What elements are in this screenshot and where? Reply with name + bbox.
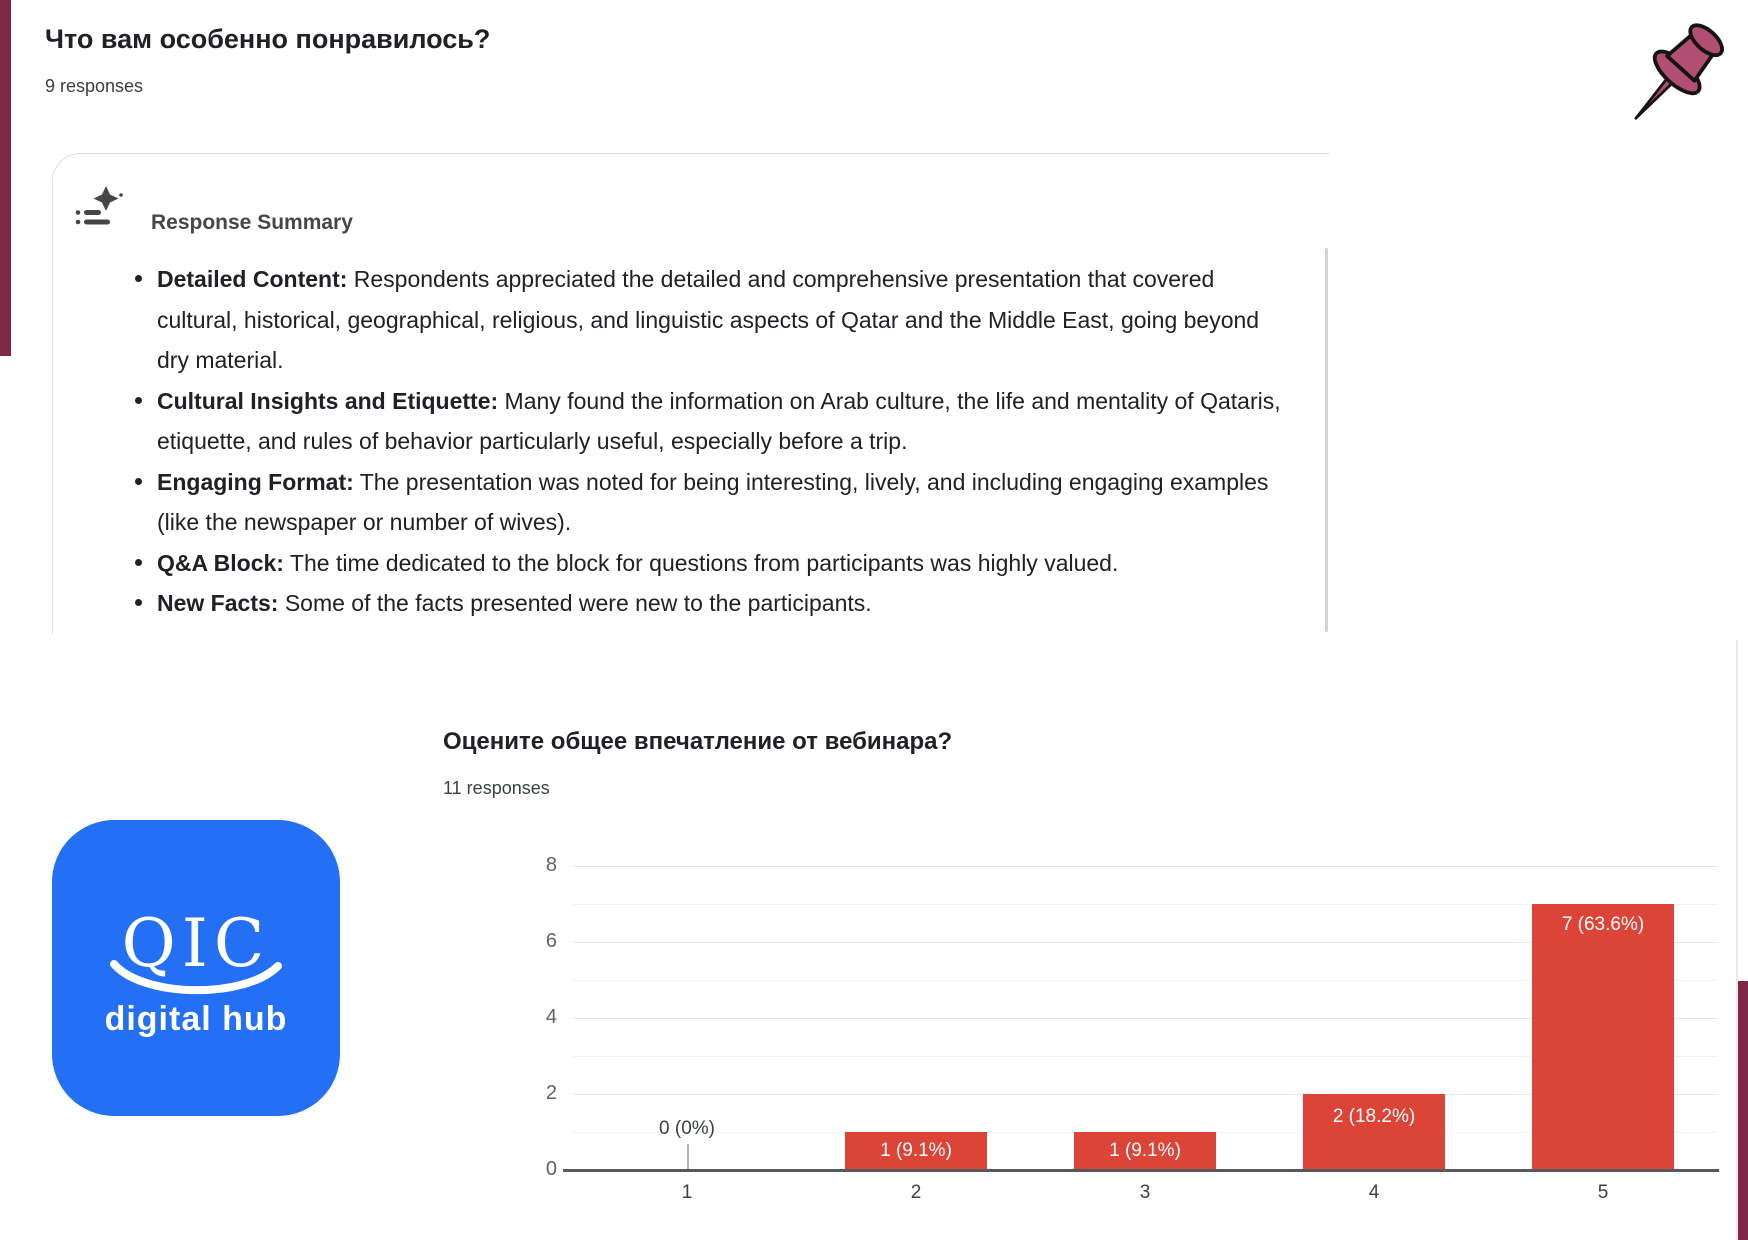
x-tick-2: 2 <box>910 1182 922 1203</box>
bullet-text: Respondents appreciated the detailed and comprehensive presentation that covered cultural, historical, geographical, religious, and linguistic aspects of Qatar and the Middle East, going beyond dry material. <box>157 266 1260 373</box>
bar-5 <box>1532 904 1674 1170</box>
summary-scrollbar[interactable] <box>1325 248 1328 632</box>
bullet-label: New Facts: <box>157 590 279 616</box>
summarize-sparkle-icon <box>75 185 123 232</box>
summary-bullet <box>123 259 1283 381</box>
response-summary-card <box>52 153 1329 634</box>
summary-bullet <box>123 381 1283 462</box>
bar-value-label-3: 1 (9.1%) <box>1109 1140 1181 1161</box>
y-tick-2: 2 <box>545 1082 557 1104</box>
right-accent-bar <box>1737 981 1748 1240</box>
y-tick-8: 8 <box>545 854 557 876</box>
bullet-text: Some of the facts presented were new to the participants. <box>278 590 872 616</box>
summary-bullet <box>123 543 1283 584</box>
x-tick-5: 5 <box>1597 1182 1609 1203</box>
question1-responses-count: 9 responses <box>45 76 144 96</box>
chart-x-axis <box>563 1169 1719 1172</box>
question2-responses-count: 11 responses <box>443 778 550 798</box>
bar-value-label-5: 7 (63.6%) <box>1561 914 1645 935</box>
gridline-8 <box>573 866 1717 867</box>
qic-wordmark: QIC <box>121 905 271 982</box>
zero-tick-1 <box>687 1144 689 1170</box>
summary-bullet-list <box>123 259 1283 624</box>
summary-bullet <box>123 583 1283 624</box>
x-tick-1: 1 <box>681 1182 693 1203</box>
pushpin-icon <box>1616 12 1734 147</box>
y-tick-6: 6 <box>545 930 557 952</box>
summary-card-title: Response Summary <box>151 211 353 234</box>
bullet-label: Detailed Content: <box>157 266 348 292</box>
bullet-text: Many found the information on Arab culture, the life and mentality of Qataris, etiquette, and rules of behavior particularly useful, especially before a trip. <box>157 387 1281 454</box>
qic-subtitle: digital hub <box>104 1000 288 1038</box>
page-edge-line <box>1736 640 1738 1240</box>
x-tick-3: 3 <box>1139 1182 1151 1203</box>
summary-bullet <box>123 462 1283 543</box>
bar-value-label-1: 0 (0%) <box>659 1118 715 1139</box>
bullet-text: The time dedicated to the block for questions from participants was highly valued. <box>283 549 1119 576</box>
bar-value-label-2: 1 (9.1%) <box>880 1140 952 1161</box>
qic-digital-hub-logo <box>52 820 340 1116</box>
left-accent-bar <box>0 0 11 356</box>
x-tick-4: 4 <box>1368 1182 1380 1203</box>
y-tick-0: 0 <box>545 1158 557 1180</box>
bullet-text: The presentation was noted for being interesting, lively, and including engaging examples (like the newspaper or number of wives). <box>157 468 1269 535</box>
y-tick-4: 4 <box>545 1006 557 1028</box>
bullet-label: Engaging Format: <box>157 468 354 495</box>
bullet-label: Q&A Block: <box>157 549 284 576</box>
bullet-label: Cultural Insights and Etiquette: <box>157 387 499 414</box>
question1-title: Что вам особенно понравилось? <box>45 24 491 54</box>
question2-title: Оцените общее впечатление от вебинара? <box>443 728 953 755</box>
bar-value-label-4: 2 (18.2%) <box>1332 1106 1416 1127</box>
